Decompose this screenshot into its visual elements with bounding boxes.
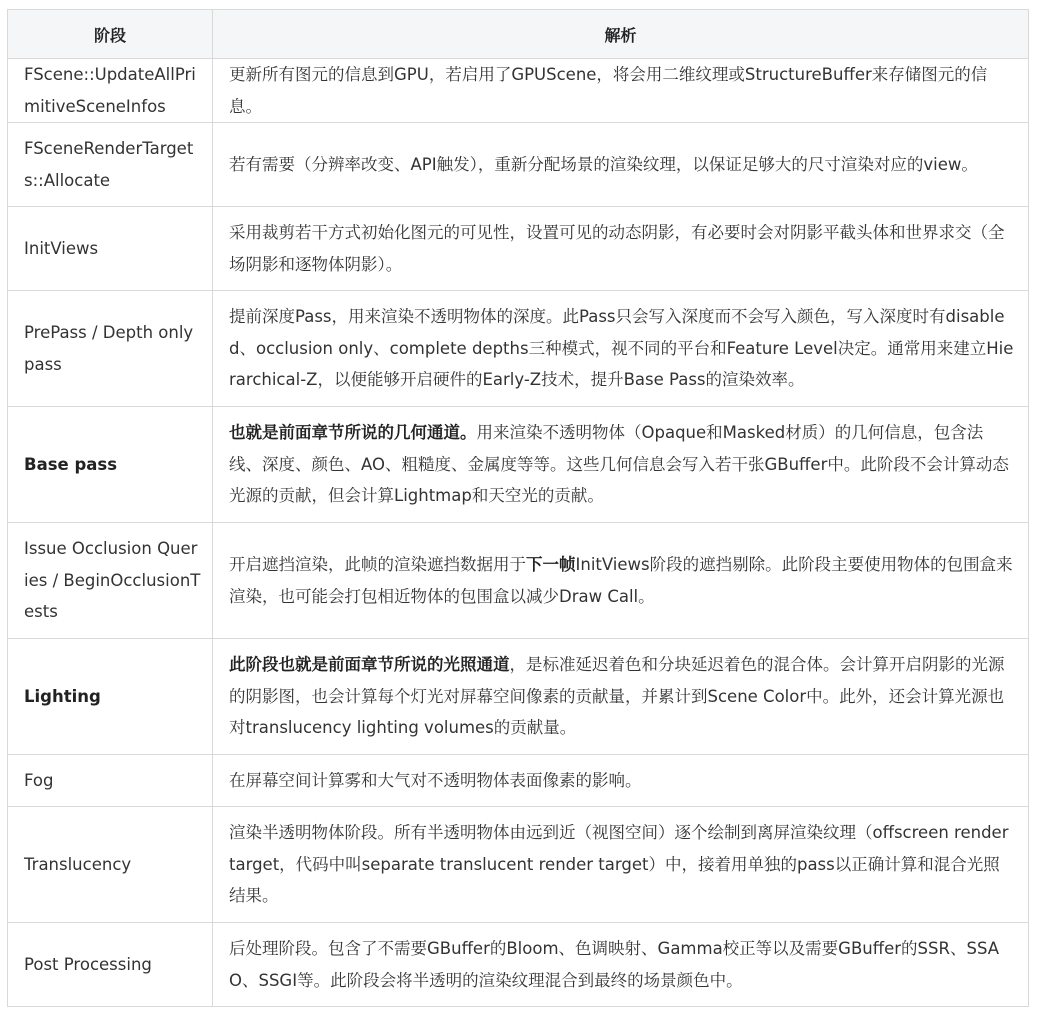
description-bold-text: 也就是前面章节所说的几何通道。 [229, 423, 477, 443]
description-text: 用来渲染不透明物体（Opaque和Masked材质）的几何信息，包含法线、深度、颜色、AO、粗糙度、金属度等等。这些几何信息会写入若干张GBuffer中。此阶段不会计算动态光源的贡献，但会计算Lightmap和天空光的贡献。 [229, 423, 1009, 506]
description-cell [213, 59, 1029, 123]
description-cell [213, 807, 1029, 923]
description-text: 后处理阶段。包含了不需要GBuffer的Bloom、色调映射、Gamma校正等以及需要GBuffer的SSR、SSAO、SSGI等。此阶段会将半透明的渲染纹理混合到最终的场景颜色中。 [229, 939, 1000, 990]
description-text: 渲染半透明物体阶段。所有半透明物体由远到近（视图空间）逐个绘制到离屏渲染纹理（offscreen render target，代码中叫separate translucent render target）中，接着用单独的pass以正确计算和混合光照结果。 [229, 823, 1009, 906]
description-bold-text: 下一帧 [526, 555, 576, 574]
table-row [8, 807, 1029, 923]
description-text: 提前深度Pass，用来渲染不透明物体的深度。此Pass只会写入深度而不会写入颜色，写入深度时有disabled、occlusion only、complete depths三种模式，视不同的平台和Feature Level决定。通常用来建立Hierarchical-Z，以便能够开启硬件的Early-Z技术，提升Base Pass的渲染效率。 [229, 307, 1014, 390]
table-row [8, 407, 1029, 523]
table-row [8, 291, 1029, 407]
stage-cell: PrePass / Depth only pass [8, 291, 213, 407]
description-text: ，是标准延迟着色和分块延迟着色的混合体。会计算开启阴影的光源的阴影图，也会计算每个灯光对屏幕空间像素的贡献量，并累计到Scene Color中。此外，还会计算光源也对translucency lighting volumes的贡献量。 [229, 655, 1005, 738]
table-header-row [8, 10, 1029, 59]
description-cell [213, 207, 1029, 291]
table-row [8, 523, 1029, 639]
description-cell [213, 523, 1029, 639]
description-text: 若有需要（分辨率改变、API触发），重新分配场景的渲染纹理，以保证足够大的尺寸渲染对应的view。 [229, 154, 978, 174]
table-row [8, 639, 1029, 755]
description-cell [213, 407, 1029, 523]
table-row [8, 59, 1029, 123]
description-cell [213, 755, 1029, 807]
description-cell [213, 639, 1029, 755]
table-row [8, 923, 1029, 1007]
description-text: InitViews阶段的遮挡剔除。此阶段主要使用物体的包围盒来渲染，也可能会打包相近物体的包围盒以减少Draw Call。 [229, 555, 1013, 606]
description-text: 更新所有图元的信息到GPU，若启用了GPUScene，将会用二维纹理或StructureBuffer来存储图元的信息。 [229, 65, 988, 116]
stage-cell: Lighting [8, 639, 213, 755]
render-stages-table [7, 9, 1029, 1007]
description-cell [213, 291, 1029, 407]
description-pre-text: 开启遮挡渲染，此帧的渲染遮挡数据用于 [229, 555, 526, 574]
stage-cell: FScene::UpdateAllPrimitiveSceneInfos [8, 59, 213, 123]
description-cell [213, 923, 1029, 1007]
table-row [8, 207, 1029, 291]
stage-cell: Fog [8, 755, 213, 807]
table-row [8, 755, 1029, 807]
table-row [8, 123, 1029, 207]
stage-cell: InitViews [8, 207, 213, 291]
stage-cell: FSceneRenderTargets::Allocate [8, 123, 213, 207]
description-cell [213, 123, 1029, 207]
header-description: 解析 [213, 10, 1029, 59]
description-text: 在屏幕空间计算雾和大气对不透明物体表面像素的影响。 [229, 770, 642, 790]
stage-cell: Translucency [8, 807, 213, 923]
stage-cell: Base pass [8, 407, 213, 523]
header-stage: 阶段 [8, 10, 213, 59]
stage-cell: Post Processing [8, 923, 213, 1007]
stage-cell: Issue Occlusion Queries / BeginOcclusionTests [8, 523, 213, 639]
description-text: 采用裁剪若干方式初始化图元的可见性，设置可见的动态阴影，有必要时会对阴影平截头体和世界求交（全场阴影和逐物体阴影）。 [229, 223, 1005, 274]
description-bold-text: 此阶段也就是前面章节所说的光照通道 [229, 655, 510, 675]
